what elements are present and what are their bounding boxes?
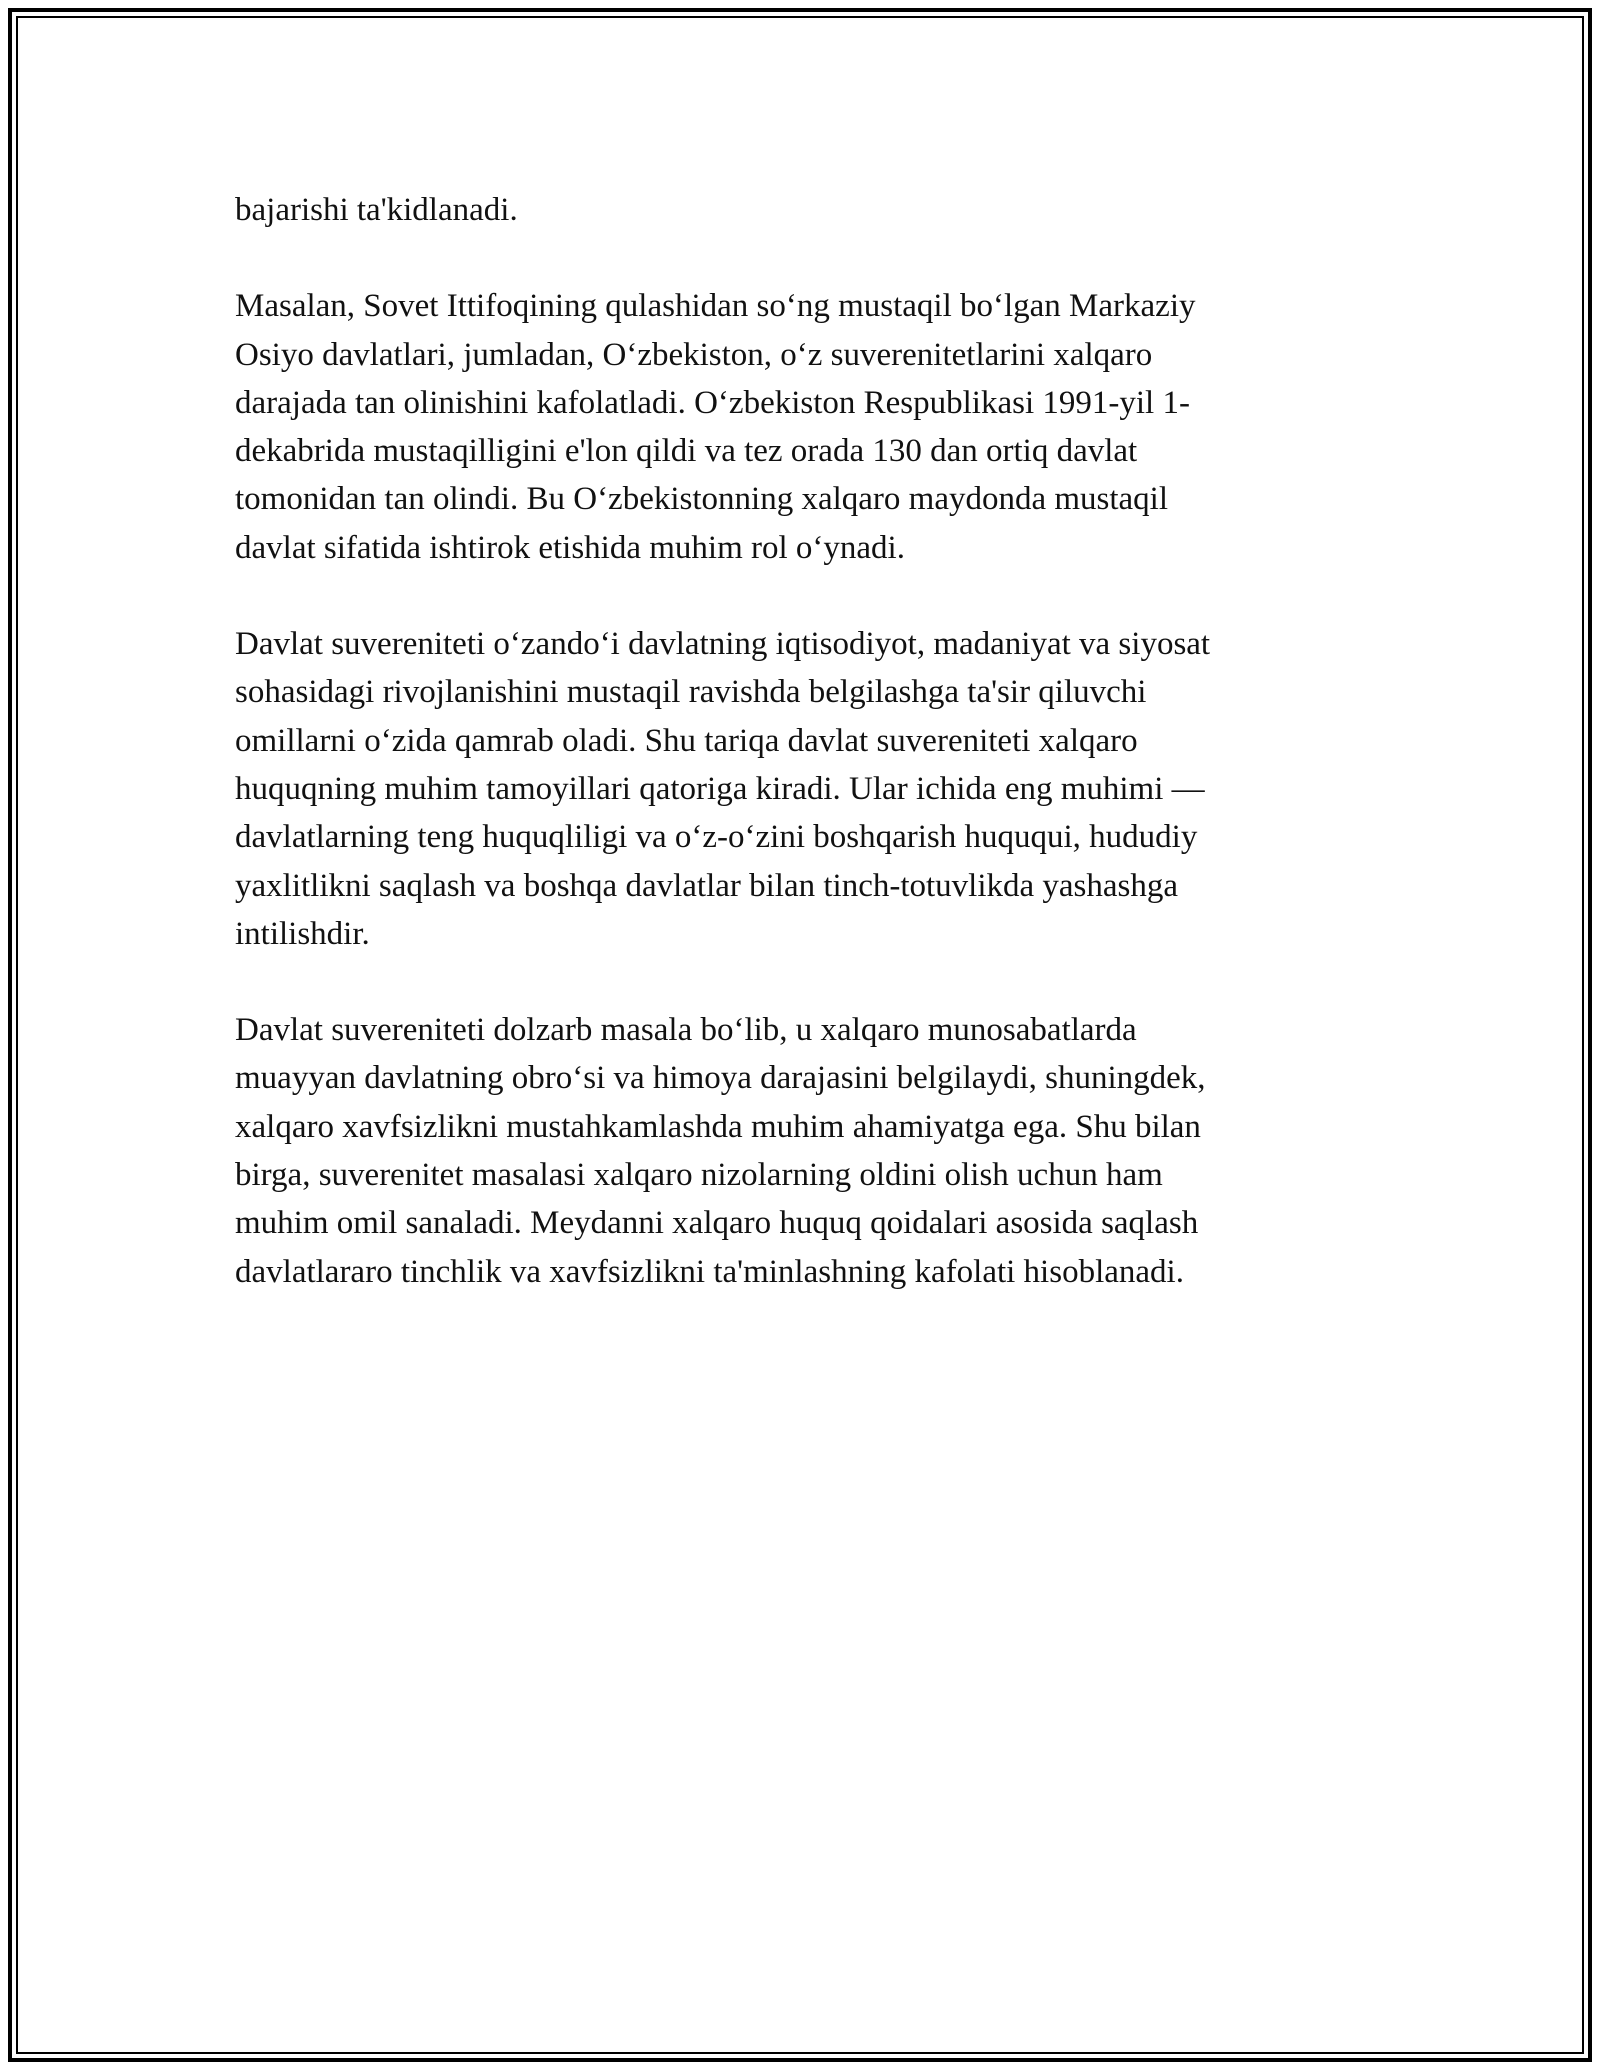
text-line: bajarishi ta'kidlanadi. [235, 192, 518, 228]
text-line: sohasidagi rivojlanishini mustaqil ravishda belgilashga ta'sir qiluvchi [235, 674, 1147, 711]
text-line: Masalan, Sovet Ittifoqining qulashidan so‘ng mustaqil bo‘lgan Markaziy [235, 288, 1196, 325]
text-line: intilishdir. [235, 915, 370, 952]
paragraph-3 [235, 620, 1355, 958]
text-line: yaxlitlikni saqlash va boshqa davlatlar bilan tinch-totuvlikda yashashga [235, 867, 1179, 904]
text-line: Osiyo davlatlari, jumladan, O‘zbekiston, o‘z suverenitetlarini xalqaro [235, 336, 1153, 373]
text-line: muayyan davlatning obro‘si va himoya darajasini belgilaydi, shuningdek, [235, 1060, 1206, 1097]
paragraph-1 [235, 186, 1355, 234]
text-line: omillarni o‘zida qamrab oladi. Shu tariqa davlat suvereniteti xalqaro [235, 722, 1138, 759]
document-body [235, 186, 1355, 1344]
text-line: Davlat suvereniteti o‘zando‘i davlatning iqtisodiyot, madaniyat va siyosat [235, 626, 1211, 663]
paragraph-4 [235, 1006, 1355, 1296]
text-line: birga, suverenitet masalasi xalqaro nizolarning oldini olish uchun ham [235, 1157, 1163, 1194]
text-line: muhim omil sanaladi. Meydanni xalqaro huquq qoidalari asosida saqlash [235, 1205, 1199, 1242]
text-line: darajada tan olinishini kafolatladi. O‘zbekiston Respublikasi 1991-yil 1- [235, 384, 1190, 421]
text-line: tomonidan tan olindi. Bu O‘zbekistonning xalqaro maydonda mustaqil [235, 481, 1169, 518]
text-line: huquqning muhim tamoyillari qatoriga kiradi. Ular ichida eng muhimi — [235, 770, 1205, 807]
text-line: davlatlarning teng huquqliligi va o‘z-o‘zini boshqarish huququi, hududiy [235, 819, 1198, 856]
text-line: davlat sifatida ishtirok etishida muhim rol o‘ynadi. [235, 529, 905, 566]
text-line: xalqaro xavfsizlikni mustahkamlashda muhim ahamiyatga ega. Shu bilan [235, 1108, 1201, 1145]
text-line: dekabrida mustaqilligini e'lon qildi va tez orada 130 dan ortiq davlat [235, 433, 1138, 470]
text-line: davlatlararo tinchlik va xavfsizlikni ta'minlashning kafolati hisoblanadi. [235, 1253, 1184, 1290]
text-line: Davlat suvereniteti dolzarb masala bo‘lib, u xalqaro munosabatlarda [235, 1012, 1137, 1049]
paragraph-2 [235, 282, 1355, 572]
